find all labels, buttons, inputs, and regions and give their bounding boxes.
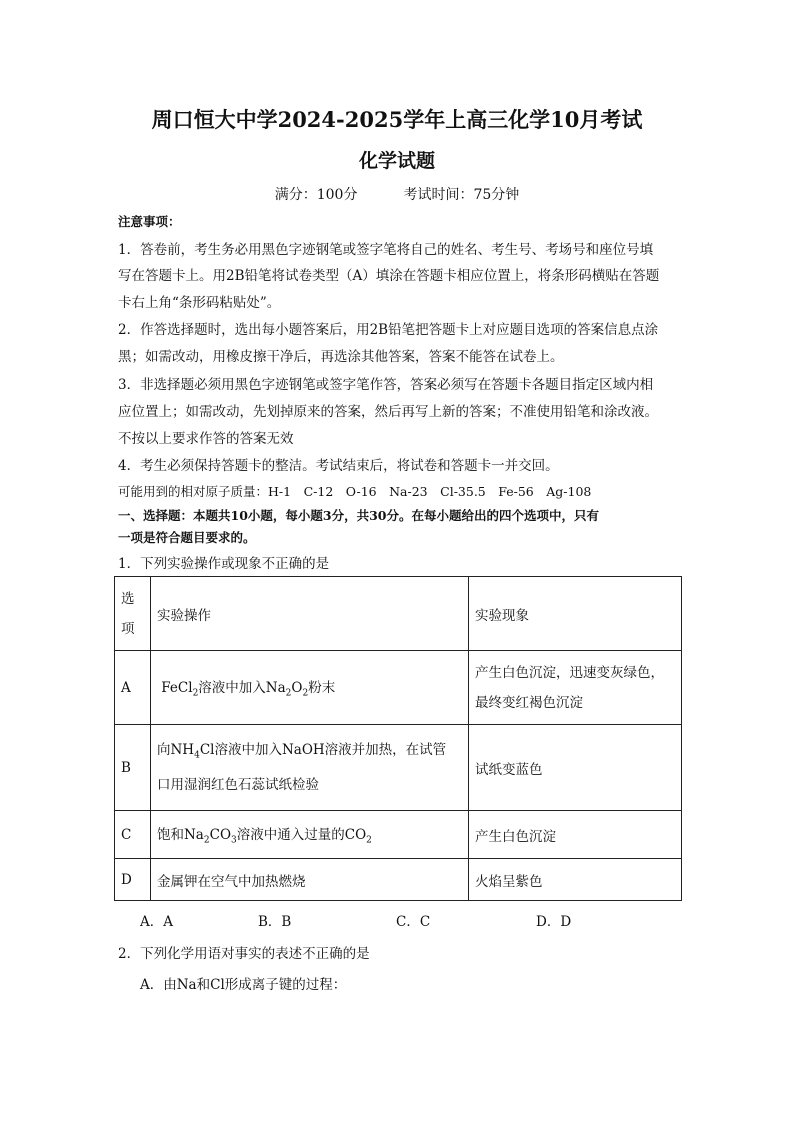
- atomic-masses: 可能用到的相对原子质量：H-1 C-12 O-16 Na-23 Cl-35.5 Fe-56 Ag-108: [118, 484, 592, 499]
- op-sub: 2: [192, 688, 199, 699]
- op-text: Cl溶液中加入NaOH溶液并加热，在试管: [199, 741, 447, 758]
- note-line: 3．非选择题必须用黑色字迹钢笔或签字笔作答，答案必须写在答题卡各题目指定区域内相: [118, 377, 654, 393]
- table-row: [115, 859, 682, 901]
- note-line: 黑；如需改动，用橡皮擦干净后，再选涂其他答案，答案不能答在试卷上。: [118, 349, 564, 365]
- section1-line1: 一、选择题：本题共10小题，每小题3分，共30分。在每小题给出的四个选项中，只有: [118, 508, 599, 523]
- row-operation: 金属钾在空气中加热燃烧: [151, 859, 469, 901]
- row-option: A: [115, 651, 151, 725]
- row-phenomenon: 产生白色沉淀: [469, 811, 682, 859]
- exam-title: 周口恒大中学2024-2025学年上高三化学10月考试: [151, 107, 643, 132]
- q1-table: [114, 576, 682, 901]
- op-sub: 3: [231, 835, 237, 846]
- ph-text: 产生白色沉淀，迅速变灰绿色，: [475, 664, 664, 681]
- exam-meta: [0, 184, 794, 204]
- op-sub: 2: [203, 835, 210, 846]
- op-sub: 2: [302, 688, 309, 699]
- op-sub: 2: [366, 835, 372, 846]
- table-row: [115, 651, 682, 725]
- op-text: 向NH: [157, 741, 195, 758]
- header-phenomenon: 实验现象: [469, 577, 682, 651]
- note-line: 2．作答选择题时，选出每小题答案后，用2B铅笔把答题卡上对应题目选项的答案信息点涂: [118, 322, 659, 338]
- note-line: 写在答题卡上。用2B铅笔将试卷类型（A）填涂在答题卡相应位置上，将条形码横贴在答题: [118, 268, 660, 284]
- table-row: [115, 811, 682, 859]
- row-option: C: [115, 811, 151, 859]
- op-text: 粉末: [308, 680, 336, 697]
- row-phenomenon: 火焰呈紫色: [469, 859, 682, 901]
- ph-text: 最终变红褐色沉淀: [475, 694, 583, 711]
- choice-c[interactable]: C．C: [396, 914, 431, 930]
- op-text: 饱和Na: [157, 827, 204, 844]
- section1-line2: 一项是符合题目要求的。: [118, 530, 256, 545]
- op-text: 溶液中加入Na: [198, 680, 286, 697]
- note-line: 不按以上要求作答的答案无效: [118, 431, 294, 447]
- choice-d[interactable]: D．D: [536, 914, 572, 930]
- table-header-row: [115, 577, 682, 651]
- choice-b[interactable]: B．B: [258, 914, 292, 930]
- header-operation: 实验操作: [151, 577, 469, 651]
- op-text: FeCl: [161, 680, 193, 697]
- op-sub: 2: [285, 688, 292, 699]
- note-line: 应位置上；如需改动，先划掉原来的答案，然后再写上新的答案；不准使用铅笔和涂改液。: [118, 404, 658, 420]
- header-option: [115, 577, 151, 651]
- op-text: O: [291, 680, 303, 697]
- row-phenomenon: 试纸变蓝色: [469, 725, 682, 811]
- header-option-char2: 项: [121, 620, 135, 637]
- note-line: 1．答卷前，考生务必用黑色字迹钢笔或签字笔将自己的姓名、考生号、考场号和座位号填: [118, 242, 654, 258]
- row-operation: [151, 725, 469, 811]
- header-option-char1: 选: [121, 590, 135, 607]
- notes-heading: 注意事项：: [118, 214, 181, 229]
- op-text: 溶液中通入过量的CO: [236, 827, 367, 844]
- row-phenomenon: [469, 651, 682, 725]
- op-text: CO: [209, 827, 232, 844]
- full-score: 满分：100分: [274, 187, 358, 203]
- choice-a[interactable]: A．A: [140, 914, 173, 930]
- exam-time: 考试时间：75分钟: [403, 187, 520, 203]
- row-operation: [151, 811, 469, 859]
- exam-subtitle: 化学试题: [358, 150, 435, 172]
- note-line: 卡右上角“条形码粘贴处”。: [118, 295, 281, 311]
- row-operation: [151, 651, 469, 725]
- table-row: [115, 725, 682, 811]
- row-option: D: [115, 859, 151, 901]
- row-option: B: [115, 725, 151, 811]
- q1-stem: 1．下列实验操作或现象不正确的是: [118, 556, 330, 572]
- op-sub: 4: [194, 750, 200, 761]
- note-line: 4．考生必须保持答题卡的整洁。考试结束后，将试卷和答题卡一并交回。: [118, 458, 559, 474]
- q2-choice-a[interactable]: A．由Na和Cl形成离子键的过程：: [140, 977, 347, 993]
- op-text: 口用湿润红色石蕊试纸检验: [157, 777, 319, 794]
- q2-stem: 2．下列化学用语对事实的表述不正确的是: [118, 946, 370, 962]
